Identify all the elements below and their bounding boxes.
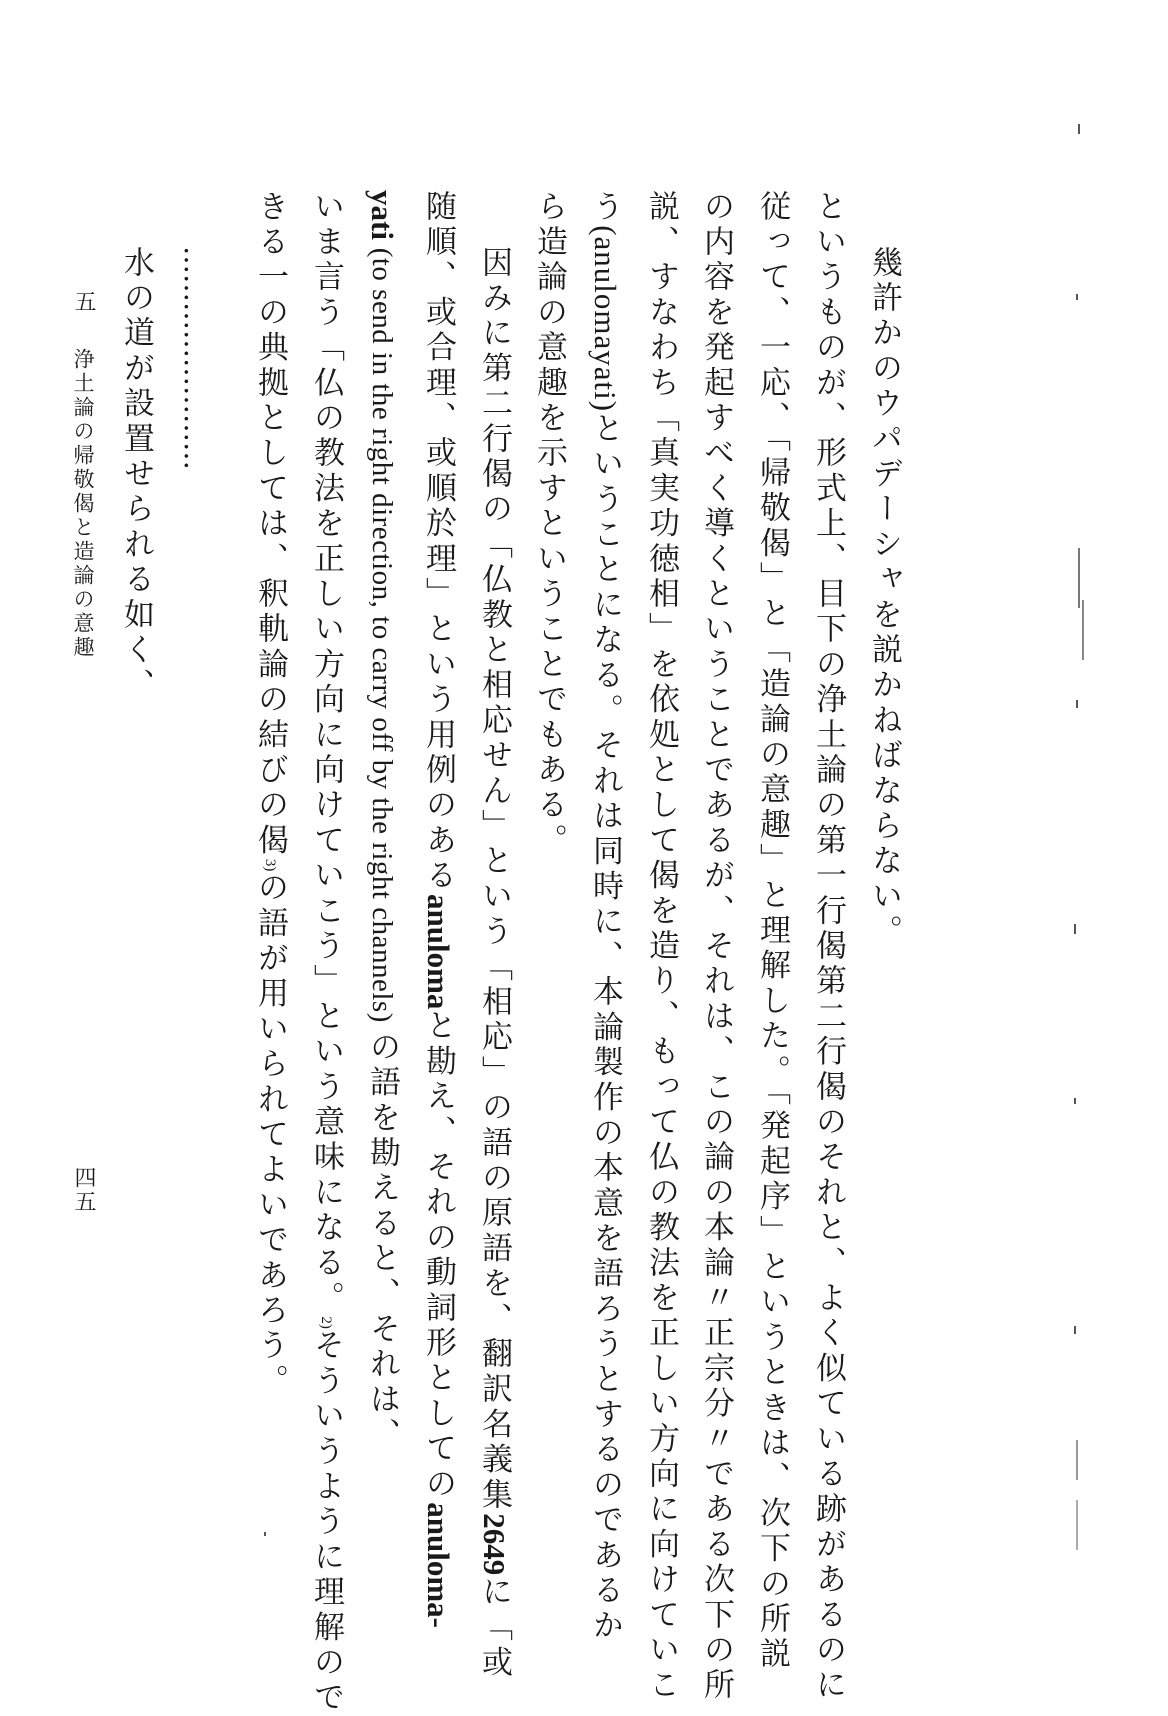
text-column	[643, 190, 679, 1704]
text-run: いま言う「仏の教法を正しい方向に向けていこう」という意味になる。	[308, 190, 344, 1317]
text-run: 随順、或合理、或順於理」という用例のある	[420, 190, 456, 894]
text-run: きる一の典拠としては、釈軌論の結びの偈	[252, 190, 288, 859]
text-column	[531, 190, 567, 859]
text-column	[589, 190, 621, 1644]
text-run: 従って、一応、「帰敬偈」と「造論の意趣」と理解した。「発起序」というときは、次下の所説	[754, 190, 790, 1673]
sanskrit-term: anuloma	[421, 894, 456, 1010]
text-run: 幾許かのウパデーシャを説かねばならない。	[866, 246, 902, 950]
text-column	[308, 190, 344, 1716]
scan-speck	[1082, 600, 1084, 660]
dotted-separator: ……………………	[178, 246, 211, 470]
text-run: 説、すなわち「真実功徳相」を依処として偈を造り、もって仏の教法を正しい方向に向けていこ	[643, 190, 679, 1704]
sanskrit-term: (anulomayati)	[588, 225, 623, 413]
text-run: の内容を発起すべく導くということであるが、それは、この論の本論〃正宗分〃である次下の所	[698, 190, 734, 1704]
sanskrit-term: anuloma-	[421, 1502, 456, 1628]
chapter-number: 五	[71, 290, 96, 312]
scan-speck	[1074, 924, 1076, 934]
running-head: 浄土論の帰敬偈と造論の意趣	[71, 348, 95, 660]
footnote-marker: 2)	[318, 1316, 334, 1329]
scan-speck	[1074, 1098, 1076, 1104]
text-run: う	[587, 190, 623, 226]
text-run: というものが、形式上、目下の浄土論の第一行偈第二行偈のそれと、よく似ている跡があるのに	[810, 190, 846, 1704]
text-column	[366, 190, 398, 1453]
text-column	[252, 190, 288, 1400]
scan-speck	[1078, 124, 1080, 134]
text-run: の語が用いられてよいであろう。	[252, 871, 288, 1400]
text-run: 水の道が設置せられる如く、	[118, 246, 154, 704]
text-run: に「或	[476, 1575, 512, 1681]
text-run: 因みに第二行偈の「仏教と相応せん」という「相応」の語の原語を、翻訳名義集	[476, 246, 512, 1514]
text-column	[478, 246, 510, 1681]
english-gloss: (to send in the right direction, to carry off by the right channels)	[366, 239, 398, 1031]
scan-speck	[264, 1532, 266, 1536]
text-column	[866, 246, 902, 950]
text-run: と勘え、それの動詞形としての	[420, 1009, 456, 1503]
sanskrit-term: yati	[365, 190, 400, 240]
quoted-verse	[118, 246, 154, 704]
text-column	[810, 190, 846, 1704]
scan-speck	[1076, 1500, 1078, 1550]
scan-speck	[1076, 294, 1078, 300]
text-column	[698, 190, 734, 1704]
footnote-marker: 3)	[262, 858, 278, 872]
scan-speck	[1076, 1440, 1078, 1480]
reference-number: 2649	[477, 1513, 512, 1576]
scan-speck	[1078, 548, 1080, 608]
text-run: ということになる。それは同時に、本論製作の本意を語ろうとするのであるか	[587, 412, 623, 1645]
text-column	[422, 190, 454, 1628]
scan-speck	[1074, 1326, 1076, 1334]
text-run: そういうように理解ので	[308, 1328, 344, 1716]
text-column	[754, 190, 790, 1673]
scan-speck	[1076, 700, 1078, 708]
text-run: の語を勘えると、それは、	[364, 1030, 400, 1454]
text-run: ら造論の意趣を示すということでもある。	[531, 190, 567, 859]
page-number: 四五	[71, 1166, 96, 1214]
